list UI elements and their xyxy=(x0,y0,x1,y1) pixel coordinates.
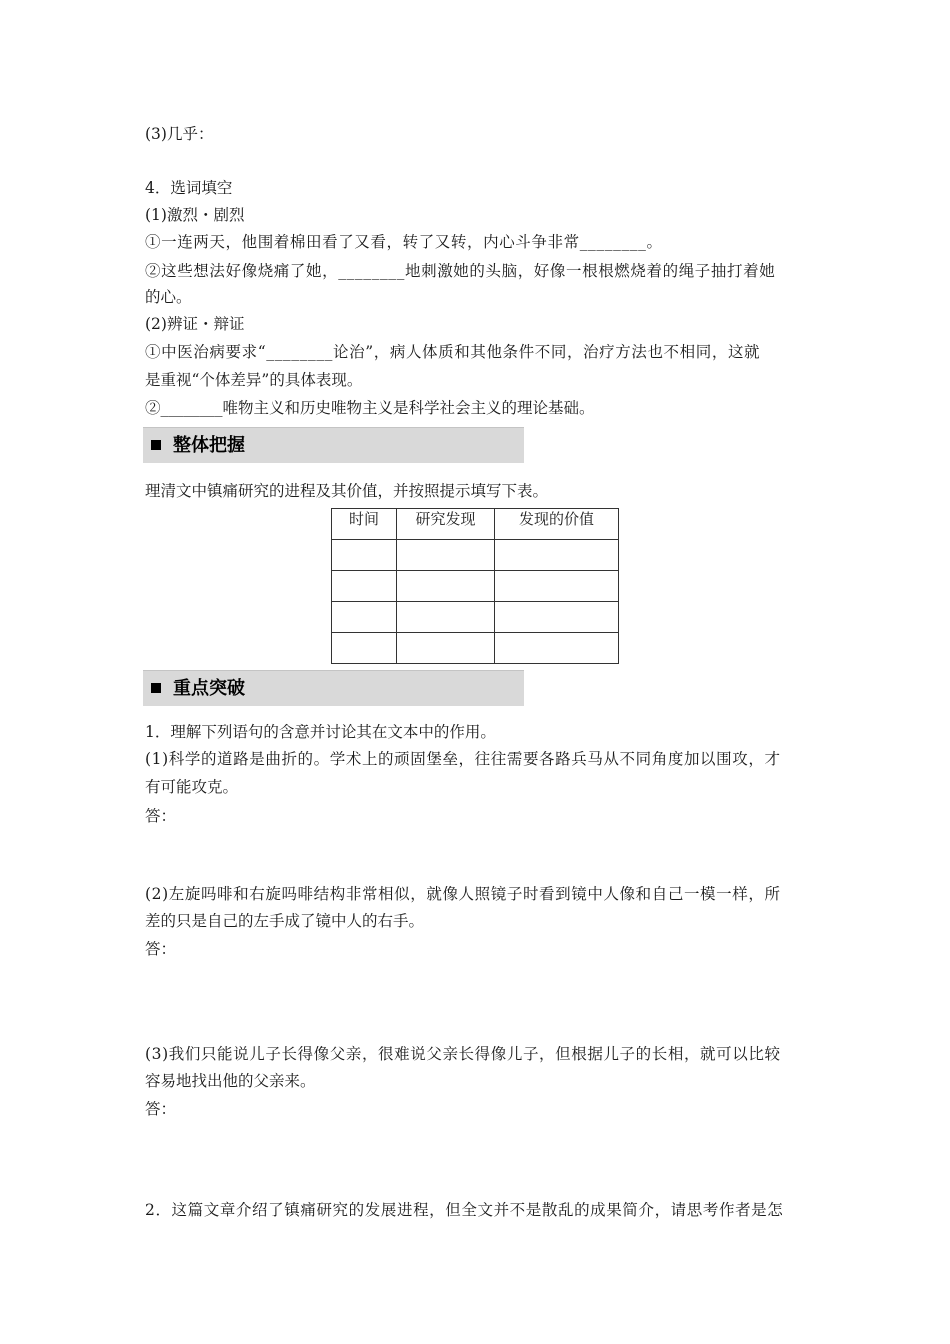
table-cell[interactable] xyxy=(495,571,619,602)
sentence-4-1-a: ①一连两天，他围着棉田看了又看，转了又转，内心斗争非常________。 xyxy=(145,233,663,251)
table-cell[interactable] xyxy=(332,571,397,602)
header-finding: 研究发现 xyxy=(397,509,495,540)
table-cell[interactable] xyxy=(332,540,397,571)
question-4-title: 4．选词填空 xyxy=(145,179,233,197)
table-cell[interactable] xyxy=(397,602,495,633)
table-cell[interactable] xyxy=(332,602,397,633)
square-bullet-icon xyxy=(151,683,161,693)
table-row xyxy=(332,571,619,602)
sentence-4-1-b-line2: 的心。 xyxy=(145,288,192,306)
table-cell[interactable] xyxy=(397,540,495,571)
table-row xyxy=(332,540,619,571)
sentence-2-line1: (2)左旋吗啡和右旋吗啡结构非常相似，就像人照镜子时看到镜中人像和自己一模一样，所 xyxy=(145,885,781,903)
question-2: 2．这篇文章介绍了镇痛研究的发展进程，但全文并不是散乱的成果简介，请思考作者是怎 xyxy=(145,1201,784,1219)
section-title: 整体把握 xyxy=(173,435,245,456)
sentence-4-2-b: ②________唯物主义和历史唯物主义是科学社会主义的理论基础。 xyxy=(145,399,595,417)
table-header-row xyxy=(332,509,619,540)
table-cell[interactable] xyxy=(495,633,619,664)
table-cell[interactable] xyxy=(495,602,619,633)
table-cell[interactable] xyxy=(495,540,619,571)
question-1-title: 1．理解下列语句的含意并讨论其在文本中的作用。 xyxy=(145,723,496,741)
header-value: 发现的价值 xyxy=(495,509,619,540)
section-banner-key-points xyxy=(143,670,524,706)
table-row xyxy=(332,633,619,664)
fill-in-table xyxy=(331,508,619,664)
word-pair-2: (2)辨证・辩证 xyxy=(145,315,245,333)
answer-label-2: 答： xyxy=(145,940,177,958)
item-3-jihu: (3)几乎： xyxy=(145,125,214,143)
section-banner-overall xyxy=(143,427,524,463)
sentence-2-line2: 差的只是自己的左手成了镜中人的右手。 xyxy=(145,912,425,930)
sentence-1-line1: (1)科学的道路是曲折的。学术上的顽固堡垒，往往需要各路兵马从不同角度加以围攻，才 xyxy=(145,750,781,768)
square-bullet-icon xyxy=(151,440,161,450)
table-row xyxy=(332,602,619,633)
sentence-3-line1: (3)我们只能说儿子长得像父亲，很难说父亲长得像儿子，但根据儿子的长相，就可以比较 xyxy=(145,1045,781,1063)
word-pair-1: (1)激烈・剧烈 xyxy=(145,206,245,224)
sentence-4-2-a-line2: 是重视“个体差异”的具体表现。 xyxy=(145,371,363,389)
sentence-4-2-a-line1: ①中医治病要求“________论治”，病人体质和其他条件不同，治疗方法也不相同，这就 xyxy=(145,343,761,361)
table-instruction: 理清文中镇痛研究的进程及其价值，并按照提示填写下表。 xyxy=(145,482,549,500)
sentence-4-1-b-line1: ②这些想法好像烧痛了她，________地刺激她的头脑，好像一根根燃烧着的绳子抽打着她 xyxy=(145,262,776,280)
header-time: 时间 xyxy=(332,509,397,540)
answer-label-3: 答： xyxy=(145,1100,177,1118)
sentence-1-line2: 有可能攻克。 xyxy=(145,778,239,796)
table-cell[interactable] xyxy=(397,633,495,664)
section-title: 重点突破 xyxy=(173,678,245,699)
table-cell[interactable] xyxy=(397,571,495,602)
answer-label-1: 答： xyxy=(145,807,177,825)
table-cell[interactable] xyxy=(332,633,397,664)
sentence-3-line2: 容易地找出他的父亲来。 xyxy=(145,1072,316,1090)
